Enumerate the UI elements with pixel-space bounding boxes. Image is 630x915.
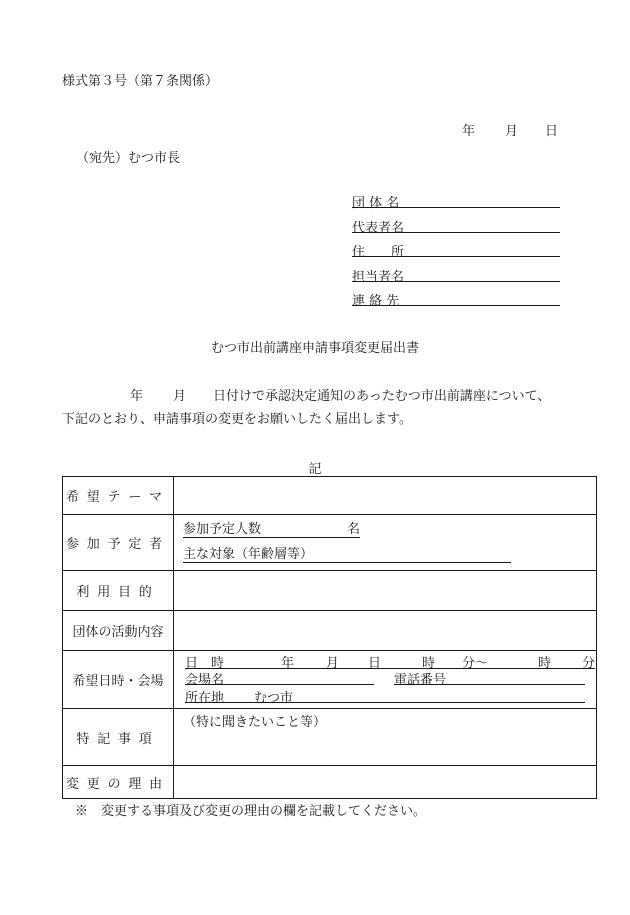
table-row — [63, 651, 597, 709]
applicant-row-representative[interactable] — [352, 215, 560, 240]
body-rest: 日付けで承認決定通知のあったむつ市出前講座について、 — [213, 389, 551, 404]
theme-label: 希望テーマ — [63, 477, 174, 515]
body-line-1 — [62, 385, 550, 404]
table-row — [63, 611, 597, 651]
applicant-row-contact[interactable] — [352, 288, 560, 313]
body-line-2: 下記のとおり、申請事項の変更をお願いしたく届出します。 — [62, 412, 412, 427]
ki-heading: 記 — [308, 462, 322, 477]
activities-label: 団体の活動内容 — [63, 611, 174, 651]
schedule-label: 希望日時・会場 — [63, 651, 174, 709]
participants-cell — [174, 515, 597, 571]
table-row — [63, 571, 597, 611]
table-row — [63, 515, 597, 571]
applicant-row-group-name[interactable] — [352, 190, 560, 215]
datetime-minute: 分～ — [462, 656, 489, 671]
participant-target-field[interactable] — [183, 543, 511, 563]
venue-field[interactable] — [185, 669, 374, 688]
schedule-datetime-field[interactable] — [185, 652, 595, 669]
participant-count-label: 参加予定人数 — [183, 522, 262, 537]
participant-count-field[interactable] — [183, 518, 360, 538]
venue-label: 会場名 — [185, 673, 225, 688]
datetime-minute2: 分 — [582, 656, 596, 671]
applicant-label: 連 絡 先 — [352, 294, 400, 309]
applicant-label: 住 所 — [352, 245, 405, 260]
purpose-field[interactable] — [174, 571, 597, 611]
participant-count-unit: 名 — [346, 522, 360, 537]
datetime-hour2: 時 — [538, 656, 552, 671]
location-field[interactable] — [185, 687, 585, 706]
applicant-label: 団 体 名 — [352, 196, 400, 211]
applicant-label: 代表者名 — [352, 220, 405, 236]
datetime-hour: 時 — [422, 656, 436, 671]
location-value: むつ市 — [254, 691, 294, 706]
date-year-field[interactable]: 年 — [462, 124, 476, 139]
date-day-field[interactable]: 日 — [545, 124, 559, 139]
footnote: ※ 変更する事項及び変更の理由の欄を記載してください。 — [75, 804, 427, 819]
purpose-label: 利用目的 — [63, 571, 174, 611]
date-line — [462, 120, 558, 139]
datetime-month: 月 — [326, 656, 340, 671]
request-table — [62, 476, 597, 799]
form-number: 様式第３号（第７条関係） — [62, 74, 219, 89]
participants-label: 参加予定者 — [63, 515, 174, 571]
applicant-row-contact-person[interactable] — [352, 264, 560, 289]
remarks-field[interactable] — [174, 709, 597, 766]
participant-target-label: 主な対象（年齢層等） — [183, 547, 314, 562]
activities-field[interactable] — [174, 611, 597, 651]
table-row — [63, 709, 597, 766]
remarks-hint: （特に聞きたいこと等） — [183, 715, 327, 730]
phone-field[interactable] — [394, 669, 585, 688]
phone-label: 電話番号 — [394, 673, 447, 688]
datetime-label: 日 時 — [185, 656, 225, 671]
date-month-field[interactable]: 月 — [505, 124, 519, 139]
reason-label: 変更の理由 — [63, 766, 174, 799]
datetime-year: 年 — [281, 656, 295, 671]
theme-field[interactable] — [174, 477, 597, 515]
reason-field[interactable] — [174, 766, 597, 799]
table-row — [63, 766, 597, 799]
applicant-block — [352, 190, 560, 313]
applicant-row-address[interactable] — [352, 239, 560, 264]
body-month[interactable]: 月 — [173, 389, 187, 404]
remarks-label: 特記事項 — [63, 709, 174, 766]
addressee: （宛先）むつ市長 — [76, 151, 181, 166]
location-label: 所在地 — [185, 691, 225, 706]
document-title: むつ市出前講座申請事項変更届出書 — [210, 341, 419, 356]
table-row — [63, 477, 597, 515]
applicant-label: 担当者名 — [352, 269, 405, 285]
body-year[interactable]: 年 — [130, 389, 144, 404]
datetime-day: 日 — [368, 656, 382, 671]
schedule-cell — [174, 651, 597, 709]
